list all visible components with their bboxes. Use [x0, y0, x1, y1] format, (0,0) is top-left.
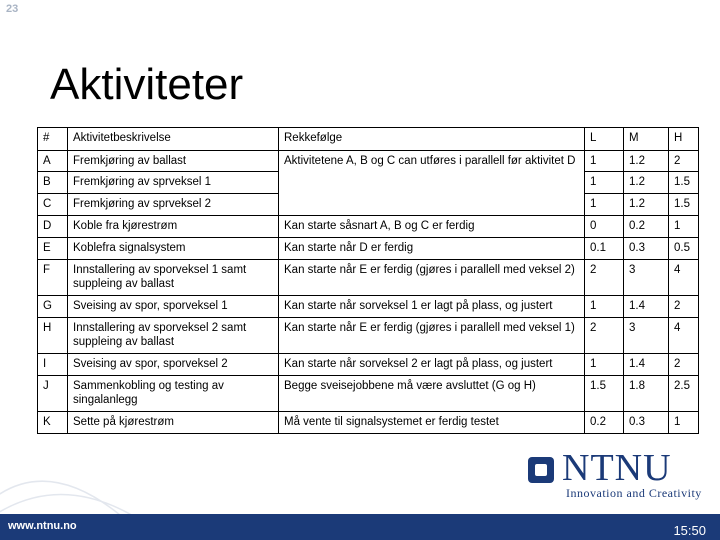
table-cell: 3	[624, 318, 669, 354]
table-cell: 1.5	[669, 194, 699, 216]
table-cell: 2	[585, 318, 624, 354]
footer-bar	[0, 514, 720, 540]
footer-url[interactable]: www.ntnu.no	[8, 520, 77, 532]
table-cell: Fremkjøring av ballast	[68, 151, 279, 172]
table-cell: 1.2	[624, 172, 669, 194]
table-row	[38, 260, 699, 296]
table-row	[38, 151, 699, 172]
table-cell: J	[38, 376, 68, 412]
page-title: Aktiviteter	[50, 60, 244, 109]
table-cell: 1	[669, 216, 699, 238]
table-row	[38, 216, 699, 238]
table-cell: 3	[624, 260, 669, 296]
table-cell: Sveising av spor, sporveksel 1	[68, 296, 279, 318]
table-cell: Kan starte såsnart A, B og C er ferdig	[279, 216, 585, 238]
table-cell: 1	[585, 194, 624, 216]
table-cell: 0.2	[624, 216, 669, 238]
column-header: #	[38, 128, 68, 151]
table-cell: 1.5	[585, 376, 624, 412]
table-cell: H	[38, 318, 68, 354]
table-cell: 1	[669, 412, 699, 434]
activities-table	[37, 127, 699, 434]
table-cell: F	[38, 260, 68, 296]
table-cell: 1.2	[624, 151, 669, 172]
table-cell: Må vente til signalsystemet er ferdig testet	[279, 412, 585, 434]
column-header: Rekkefølge	[279, 128, 585, 151]
logo-tagline: Innovation and Creativity	[566, 486, 702, 500]
table-cell: 0.3	[624, 412, 669, 434]
table-cell: Kan starte når E er ferdig (gjøres i parallell med veksel 1)	[279, 318, 585, 354]
table-cell: 1.2	[624, 194, 669, 216]
table-cell: Innstallering av sporveksel 1 samt suppleing av ballast	[68, 260, 279, 296]
table-cell: A	[38, 151, 68, 172]
decorative-arcs	[0, 440, 160, 520]
table-cell: 4	[669, 260, 699, 296]
column-header: H	[669, 128, 699, 151]
ntnu-logo-icon	[528, 457, 554, 483]
table-cell: G	[38, 296, 68, 318]
table-cell: Sette på kjørestrøm	[68, 412, 279, 434]
table-cell: Begge sveisejobbene må være avsluttet (G og H)	[279, 376, 585, 412]
table-row	[38, 296, 699, 318]
table-cell: Innstallering av sporveksel 2 samt suppleing av ballast	[68, 318, 279, 354]
table-cell: 2	[585, 260, 624, 296]
table-row	[38, 412, 699, 434]
table-cell: Kan starte når D er ferdig	[279, 238, 585, 260]
column-header: M	[624, 128, 669, 151]
table-cell: 1.4	[624, 354, 669, 376]
table-cell: 0.2	[585, 412, 624, 434]
table-cell: C	[38, 194, 68, 216]
table-cell: 2	[669, 354, 699, 376]
table-cell: 2	[669, 296, 699, 318]
table-cell: Kan starte når sorveksel 1 er lagt på plass, og justert	[279, 296, 585, 318]
table-cell: 2	[669, 151, 699, 172]
table-cell: Aktivitetene A, B og C can utføres i parallell før aktivitet D	[279, 151, 585, 216]
table-cell: 0	[585, 216, 624, 238]
slide-number: 23	[6, 3, 19, 15]
table-cell: Koblefra signalsystem	[68, 238, 279, 260]
table-cell: 1.8	[624, 376, 669, 412]
table-header-row	[38, 128, 699, 151]
table-row	[38, 354, 699, 376]
table-row	[38, 238, 699, 260]
table-cell: K	[38, 412, 68, 434]
table-cell: Fremkjøring av sprveksel 1	[68, 172, 279, 194]
column-header: Aktivitetbeskrivelse	[68, 128, 279, 151]
table-cell: Koble fra kjørestrøm	[68, 216, 279, 238]
table-cell: 0.3	[624, 238, 669, 260]
footer-time: 15:50	[673, 523, 706, 538]
table-cell: 2.5	[669, 376, 699, 412]
table-cell: 1	[585, 151, 624, 172]
table-cell: 4	[669, 318, 699, 354]
table-cell: 1.4	[624, 296, 669, 318]
table-cell: Sveising av spor, sporveksel 2	[68, 354, 279, 376]
table-cell: D	[38, 216, 68, 238]
table-cell: Kan starte når E er ferdig (gjøres i parallell med veksel 2)	[279, 260, 585, 296]
table-cell: Sammenkobling og testing av singalanlegg	[68, 376, 279, 412]
table-cell: I	[38, 354, 68, 376]
logo-name: NTNU	[562, 447, 672, 489]
table-cell: 0.5	[669, 238, 699, 260]
table-cell: Fremkjøring av sprveksel 2	[68, 194, 279, 216]
table-row	[38, 318, 699, 354]
table-cell: 1.5	[669, 172, 699, 194]
table-cell: E	[38, 238, 68, 260]
table-cell: 1	[585, 354, 624, 376]
column-header: L	[585, 128, 624, 151]
table-cell: 1	[585, 172, 624, 194]
table-cell: Kan starte når sorveksel 2 er lagt på plass, og justert	[279, 354, 585, 376]
table-cell: 1	[585, 296, 624, 318]
table-row	[38, 376, 699, 412]
table-cell: B	[38, 172, 68, 194]
table-cell: 0.1	[585, 238, 624, 260]
ntnu-logo	[528, 448, 718, 504]
